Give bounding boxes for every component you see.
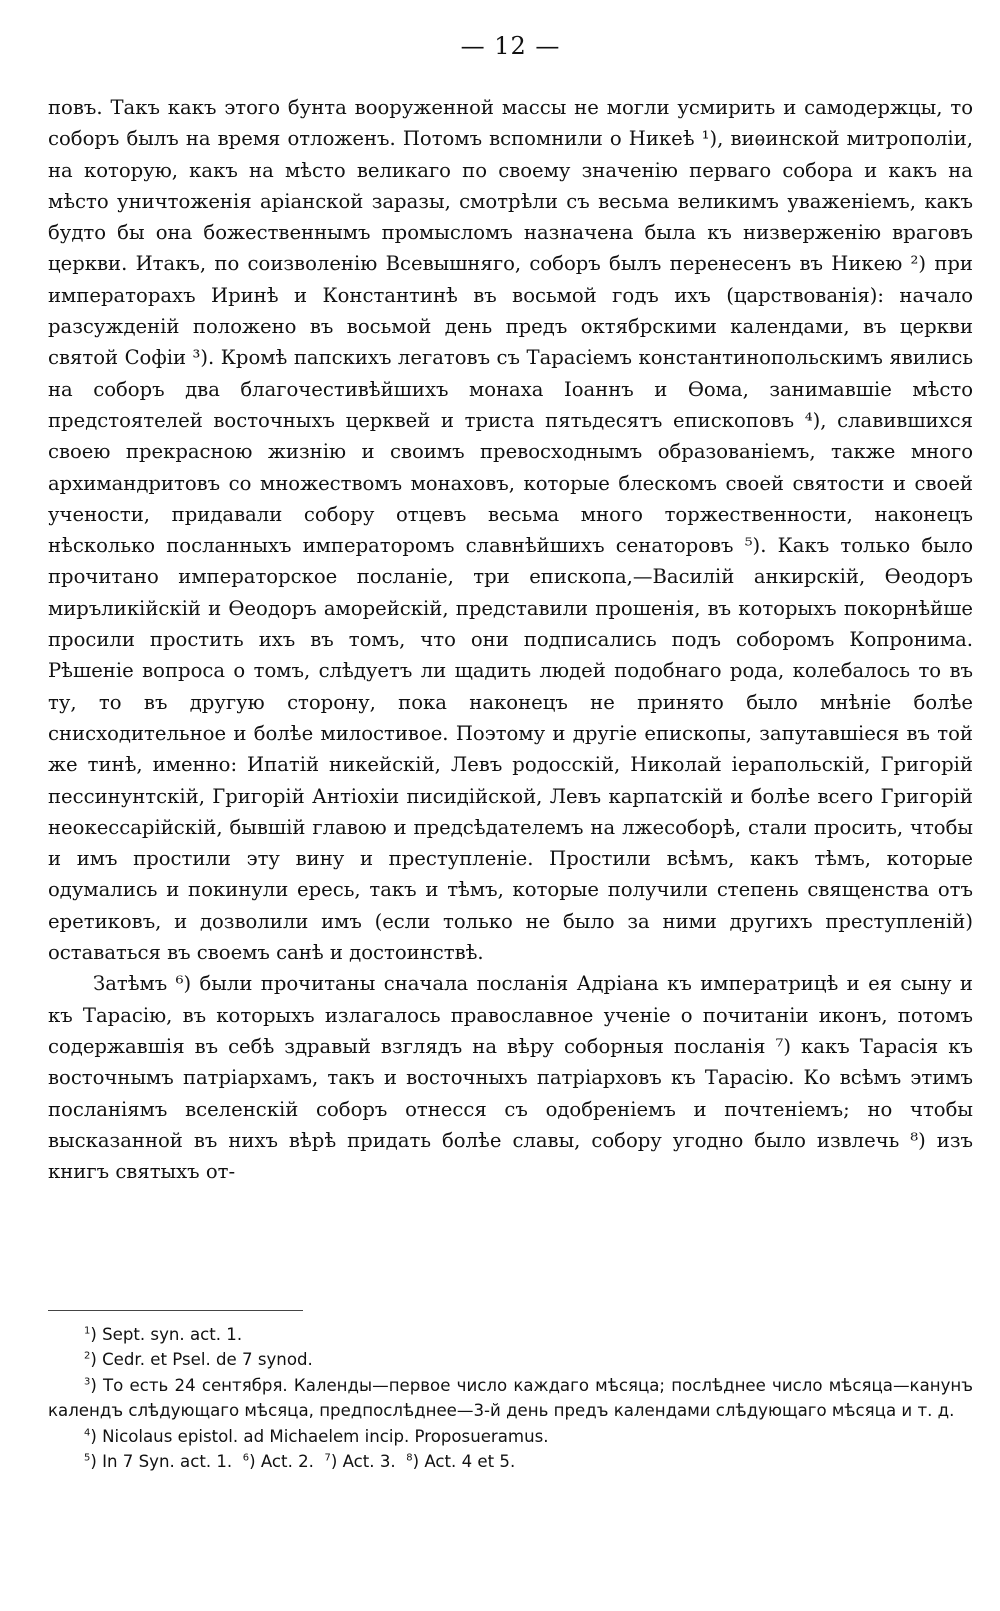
footnote-mark: 7 bbox=[324, 1452, 331, 1464]
footnote-text: In 7 Syn. act. 1. bbox=[102, 1452, 233, 1472]
footnote-5: $^5$) In 7 Syn. act. 1. $^6$) Act. 2. $^7$) Act. 3. $^8$) Act. 4 et 5. bbox=[84, 1452, 516, 1472]
footnote-mark: 2 bbox=[84, 1350, 91, 1362]
footnote-2: $^2$) Cedr. et Psel. de 7 synod. bbox=[84, 1350, 313, 1370]
footnote-1: $^1$) Sept. syn. act. 1. bbox=[84, 1325, 243, 1344]
footnote-text: Nicolaus epistol. ad Michaelem incip. Proposueramus. bbox=[102, 1426, 549, 1446]
footnote-divider bbox=[48, 1310, 303, 1311]
footnotes bbox=[48, 1322, 973, 1474]
footnote-mark: 6 bbox=[242, 1452, 250, 1464]
footnote-4: $^4$) Nicolaus epistol. ad Michaelem incip. Proposueramus. bbox=[84, 1426, 549, 1446]
footnote-mark: 8 bbox=[406, 1452, 413, 1464]
paragraph-2: Затѣмъ ⁶) были прочитаны сначала посланія Адріана къ императрицѣ и ея сыну и къ Тарасію, въ которыхъ излагалось православное ученіе о почитаніи иконъ, потомъ содержавшія въ себѣ здравый взглядъ на вѣру соборныя посланія ⁷) какъ Тарасія къ восточнымъ патріархамъ, такъ и восточныхъ патріарховъ къ Тарасію. Ко всѣмъ этимъ посланіямъ вселенскій соборъ отнесся съ одобреніемъ и почтеніемъ; но чтобы высказанной въ нихъ вѣрѣ придать болѣе славы, собору угодно было извлечь ⁸) изъ книгъ святыхъ от- bbox=[48, 972, 973, 1184]
body-text bbox=[48, 92, 973, 1187]
footnote-mark: 5 bbox=[84, 1452, 91, 1464]
footnote-text: Act. 4 et 5. bbox=[424, 1452, 516, 1472]
footnote-text: Cedr. et Psel. de 7 synod. bbox=[102, 1350, 313, 1370]
footnote-text: То есть 24 сентября. Календы—первое число каждаго мѣсяца; послѣднее число мѣсяца—канунъ календъ слѣдующаго мѣсяца, предпослѣднее—3-й день предъ календами слѣдующаго мѣсяца и т. д. bbox=[48, 1375, 973, 1421]
footnote-mark: 4 bbox=[84, 1427, 91, 1439]
footnote-3: $^3$) То есть 24 сентября. Календы—первое число каждаго мѣсяца; послѣднее число мѣсяца—канунъ календъ слѣдующаго мѣсяца, предпослѣднее—3-й день предъ календами слѣдующаго мѣсяца и т. д. bbox=[48, 1375, 973, 1421]
page-number: — 12 — bbox=[460, 32, 561, 60]
footnote-text: Act. 2. bbox=[260, 1452, 314, 1472]
footnote-mark: 3 bbox=[84, 1376, 91, 1388]
paragraph-1: повъ. Такъ какъ этого бунта вооруженной массы не могли усмирить и самодержцы, то соборъ былъ на время отложенъ. Потомъ вспомнили о Никеѣ ¹), виѳинской митрополіи, на которую, какъ на мѣсто великаго по своему значенію перваго собора и какъ на мѣсто уничтоженія аріанской заразы, смотрѣли съ весьма великимъ уваженіемъ, какъ будто бы она божественнымъ промысломъ назначена была къ низверженію враговъ церкви. Итакъ, по соизволенію Всевышняго, соборъ былъ перенесенъ въ Никею ²) при императорахъ Иринѣ и Константинѣ въ восьмой годъ ихъ (царствованія): начало разсужденій положено въ восьмой день предъ октябрскими календами, въ церкви святой Софіи ³). Кромѣ папскихъ легатовъ съ Тарасіемъ константинопольскимъ явились на соборъ два благочестивѣйшихъ монаха Іоаннъ и Ѳома, занимавшіе мѣсто предстоятелей восточныхъ церквей и триста пятьдесятъ епископовъ ⁴), славившихся своею прекрасною жизнію и своимъ превосходнымъ образованіемъ, также много архимандритовъ со множествомъ монаховъ, которые блескомъ своей святости и своей учености, придавали собору отцевъ весьма много торжественности, наконецъ нѣсколько посланныхъ императоромъ славнѣйшихъ сенаторовъ ⁵). Какъ только было прочитано императорское посланіе, три епископа,—Василій анкирскій, Ѳеодоръ миръликійскій и Ѳеодоръ аморейскій, представили прошенія, въ которыхъ покорнѣйше просили простить ихъ въ томъ, что они подписались подъ соборомъ Копронима. Рѣшеніе вопроса о томъ, слѣдуетъ ли щадить людей подобнаго рода, колебалось то въ ту, то въ другую сторону, пока наконецъ не принято было мнѣніе болѣе снисходительное и болѣе милостивое. Поэтому и другіе епископы, запутавшіеся въ той же тинѣ, именно: Ипатій никейскій, Левъ родосскій, Николай іерапольскій, Григорій пессинунтскій, Григорій Антіохіи писидійской, Левъ карпатскій и болѣе всего Григорій неокессарійскій, бывшій главою и предсѣдателемъ на лжесоборѣ, стали просить, чтобы и имъ простили эту вину и преступленіе. Простили всѣмъ, какъ тѣмъ, которые одумались и покинули ересь, такъ и тѣмъ, которые получили степень священства отъ еретиковъ, и дозволили имъ (если только не было за ними другихъ преступленій) оставаться въ своемъ санѣ и достоинствѣ. bbox=[48, 96, 973, 965]
footnote-text: Sept. syn. act. 1. bbox=[102, 1325, 243, 1344]
footnote-text: Act. 3. bbox=[342, 1452, 396, 1472]
footnote-mark: 1 bbox=[84, 1325, 91, 1337]
